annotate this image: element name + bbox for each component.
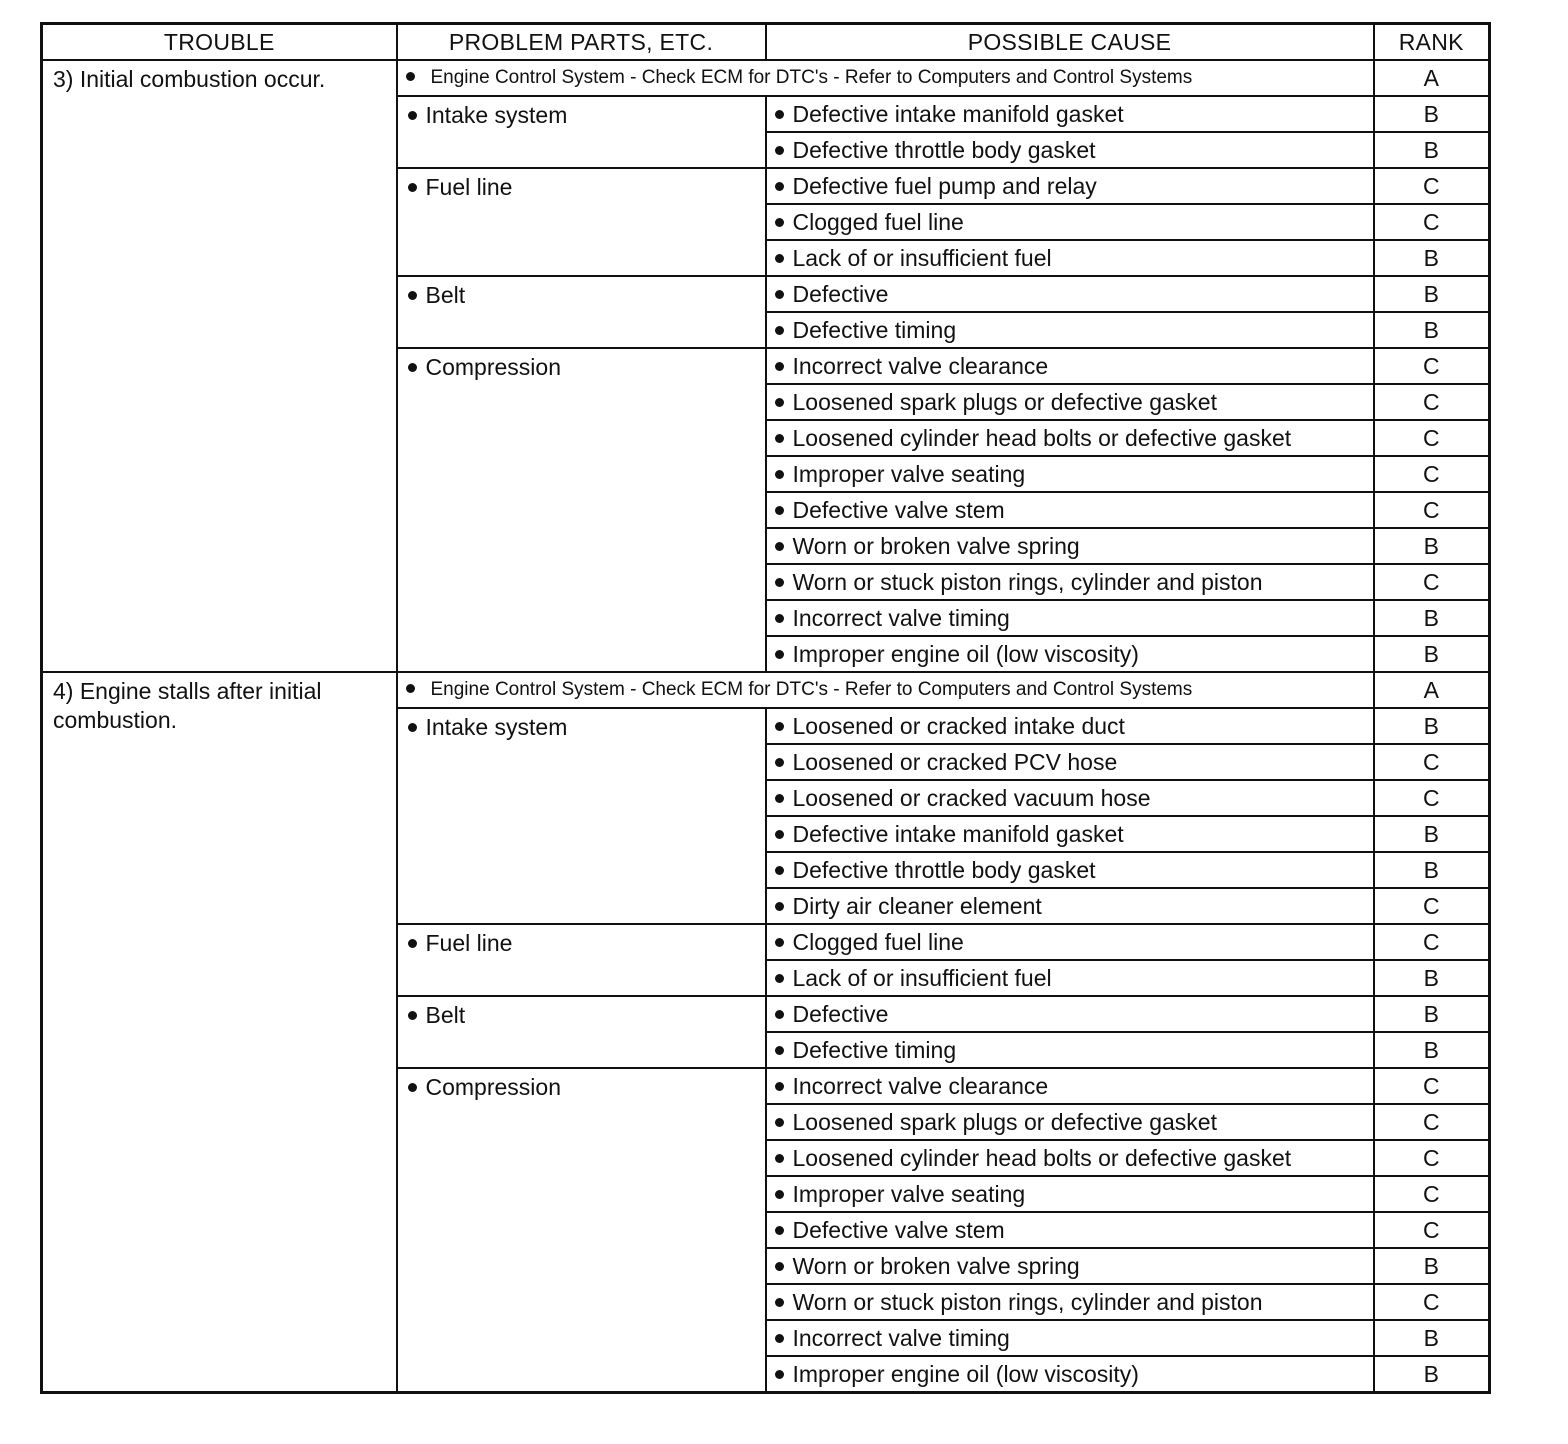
header-problem-parts: PROBLEM PARTS, ETC. <box>397 24 766 61</box>
bullet-icon <box>775 1226 784 1235</box>
possible-cause-cell <box>766 1104 1374 1140</box>
rank-cell: C <box>1374 744 1490 780</box>
possible-cause-text: Worn or broken valve spring <box>792 1252 1080 1279</box>
bullet-icon <box>775 1334 784 1343</box>
possible-cause-text: Loosened spark plugs or defective gasket <box>792 1108 1217 1135</box>
possible-cause-text: Defective valve stem <box>792 496 1005 523</box>
possible-cause-text: Incorrect valve clearance <box>792 352 1049 379</box>
rank-cell: C <box>1374 1284 1490 1320</box>
bullet-icon <box>408 291 417 300</box>
bullet-icon <box>775 110 784 119</box>
possible-cause-cell <box>766 312 1374 348</box>
rank-cell: B <box>1374 852 1490 888</box>
trouble-cell <box>42 672 397 1393</box>
problem-part-cell <box>397 708 766 924</box>
possible-cause-cell <box>766 600 1374 636</box>
possible-cause-cell <box>766 168 1374 204</box>
possible-cause-cell <box>766 888 1374 924</box>
possible-cause-text: Loosened or cracked intake duct <box>792 712 1125 739</box>
possible-cause-cell <box>766 1140 1374 1176</box>
problem-part-text: Fuel line <box>425 930 513 956</box>
bullet-icon <box>775 578 784 587</box>
bullet-icon <box>775 254 784 263</box>
problem-part-text: Intake system <box>425 714 568 740</box>
problem-part-text: Fuel line <box>425 174 513 200</box>
bullet-icon <box>775 326 784 335</box>
rank-cell: C <box>1374 168 1490 204</box>
possible-cause-text: Defective throttle body gasket <box>792 856 1096 883</box>
possible-cause-cell <box>766 852 1374 888</box>
ecm-check-text: Engine Control System - Check ECM for DTC's - Refer to Computers and Control Systems <box>430 679 1193 700</box>
rank-cell: B <box>1374 708 1490 744</box>
ecm-check-cell <box>397 60 1374 96</box>
bullet-icon <box>775 1298 784 1307</box>
rank-cell: C <box>1374 492 1490 528</box>
bullet-icon <box>775 794 784 803</box>
ecm-check-cell <box>397 672 1374 708</box>
possible-cause-text: Defective timing <box>792 1036 957 1063</box>
problem-part-text: Belt <box>425 282 466 308</box>
bullet-icon <box>408 111 417 120</box>
possible-cause-cell <box>766 1212 1374 1248</box>
rank-cell: B <box>1374 600 1490 636</box>
rank-cell: A <box>1374 672 1490 708</box>
possible-cause-text: Worn or stuck piston rings, cylinder and piston <box>792 1288 1263 1315</box>
possible-cause-cell <box>766 384 1374 420</box>
possible-cause-cell <box>766 780 1374 816</box>
problem-part-text: Compression <box>425 1074 561 1100</box>
possible-cause-text: Defective intake manifold gasket <box>792 820 1124 847</box>
bullet-icon <box>775 1154 784 1163</box>
possible-cause-text: Improper engine oil (low viscosity) <box>792 640 1139 667</box>
bullet-icon <box>775 398 784 407</box>
rank-cell: B <box>1374 1248 1490 1284</box>
possible-cause-text: Improper valve seating <box>792 460 1026 487</box>
possible-cause-cell <box>766 1068 1374 1104</box>
bullet-icon <box>775 1370 784 1379</box>
possible-cause-cell <box>766 1284 1374 1320</box>
ecm-check-text: Engine Control System - Check ECM for DTC's - Refer to Computers and Control Systems <box>430 67 1193 88</box>
bullet-icon <box>775 938 784 947</box>
problem-part-cell <box>397 96 766 168</box>
bullet-icon <box>775 974 784 983</box>
bullet-icon <box>408 1083 417 1092</box>
possible-cause-cell <box>766 816 1374 852</box>
possible-cause-cell <box>766 276 1374 312</box>
bullet-icon <box>775 1190 784 1199</box>
rank-cell: B <box>1374 132 1490 168</box>
rank-cell: B <box>1374 312 1490 348</box>
rank-cell: A <box>1374 60 1490 96</box>
bullet-icon <box>406 684 415 693</box>
bullet-icon <box>775 362 784 371</box>
bullet-icon <box>408 723 417 732</box>
table-row <box>42 672 1490 708</box>
possible-cause-text: Loosened or cracked vacuum hose <box>792 784 1151 811</box>
header-possible-cause: POSSIBLE CAUSE <box>766 24 1374 61</box>
problem-part-cell <box>397 996 766 1068</box>
possible-cause-text: Defective <box>792 1000 889 1027</box>
diagnostic-table-wrapper <box>40 22 1491 1394</box>
rank-cell: B <box>1374 1032 1490 1068</box>
bullet-icon <box>406 72 415 81</box>
trouble-text: 3) Initial combustion occur. <box>53 66 326 92</box>
bullet-icon <box>775 470 784 479</box>
bullet-icon <box>408 183 417 192</box>
possible-cause-text: Defective timing <box>792 316 957 343</box>
problem-part-cell <box>397 1068 766 1393</box>
rank-cell: B <box>1374 528 1490 564</box>
possible-cause-cell <box>766 960 1374 996</box>
possible-cause-cell <box>766 996 1374 1032</box>
problem-part-text: Intake system <box>425 102 568 128</box>
bullet-icon <box>408 363 417 372</box>
possible-cause-text: Incorrect valve clearance <box>792 1072 1049 1099</box>
bullet-icon <box>775 1046 784 1055</box>
rank-cell: B <box>1374 636 1490 672</box>
bullet-icon <box>775 614 784 623</box>
rank-cell: C <box>1374 888 1490 924</box>
possible-cause-text: Defective valve stem <box>792 1216 1005 1243</box>
possible-cause-cell <box>766 528 1374 564</box>
rank-cell: C <box>1374 348 1490 384</box>
possible-cause-cell <box>766 636 1374 672</box>
bullet-icon <box>775 182 784 191</box>
bullet-icon <box>775 218 784 227</box>
possible-cause-text: Loosened spark plugs or defective gasket <box>792 388 1217 415</box>
possible-cause-cell <box>766 924 1374 960</box>
possible-cause-text: Worn or stuck piston rings, cylinder and piston <box>792 568 1263 595</box>
header-trouble: TROUBLE <box>42 24 397 61</box>
possible-cause-text: Loosened or cracked PCV hose <box>792 748 1118 775</box>
possible-cause-cell <box>766 744 1374 780</box>
problem-part-cell <box>397 168 766 276</box>
rank-cell: B <box>1374 960 1490 996</box>
possible-cause-cell <box>766 1032 1374 1068</box>
rank-cell: C <box>1374 1176 1490 1212</box>
rank-cell: B <box>1374 240 1490 276</box>
rank-cell: B <box>1374 276 1490 312</box>
possible-cause-text: Improper engine oil (low viscosity) <box>792 1360 1139 1387</box>
possible-cause-cell <box>766 96 1374 132</box>
trouble-text: 4) Engine stalls after initial combustion. <box>53 678 322 733</box>
possible-cause-text: Clogged fuel line <box>792 208 964 235</box>
rank-cell: C <box>1374 456 1490 492</box>
possible-cause-cell <box>766 492 1374 528</box>
possible-cause-text: Lack of or insufficient fuel <box>792 964 1052 991</box>
rank-cell: B <box>1374 1356 1490 1393</box>
possible-cause-cell <box>766 420 1374 456</box>
possible-cause-text: Lack of or insufficient fuel <box>792 244 1052 271</box>
possible-cause-text: Loosened cylinder head bolts or defective gasket <box>792 424 1292 451</box>
troubleshooting-table <box>40 22 1491 1394</box>
bullet-icon <box>775 146 784 155</box>
trouble-cell <box>42 60 397 672</box>
possible-cause-text: Improper valve seating <box>792 1180 1026 1207</box>
rank-cell: C <box>1374 1140 1490 1176</box>
possible-cause-text: Incorrect valve timing <box>792 604 1010 631</box>
header-row <box>42 24 1490 61</box>
rank-cell: C <box>1374 780 1490 816</box>
bullet-icon <box>775 1118 784 1127</box>
possible-cause-cell <box>766 1320 1374 1356</box>
rank-cell: C <box>1374 1212 1490 1248</box>
possible-cause-cell <box>766 564 1374 600</box>
bullet-icon <box>775 866 784 875</box>
problem-part-cell <box>397 924 766 996</box>
problem-part-cell <box>397 348 766 672</box>
bullet-icon <box>775 722 784 731</box>
bullet-icon <box>775 1010 784 1019</box>
possible-cause-cell <box>766 348 1374 384</box>
possible-cause-text: Worn or broken valve spring <box>792 532 1080 559</box>
bullet-icon <box>775 1262 784 1271</box>
bullet-icon <box>775 830 784 839</box>
possible-cause-cell <box>766 708 1374 744</box>
rank-cell: B <box>1374 996 1490 1032</box>
rank-cell: C <box>1374 384 1490 420</box>
possible-cause-text: Loosened cylinder head bolts or defective gasket <box>792 1144 1292 1171</box>
problem-part-cell <box>397 276 766 348</box>
rank-cell: C <box>1374 420 1490 456</box>
rank-cell: C <box>1374 564 1490 600</box>
possible-cause-cell <box>766 456 1374 492</box>
table-row <box>42 60 1490 96</box>
bullet-icon <box>408 1011 417 1020</box>
possible-cause-text: Defective <box>792 280 889 307</box>
bullet-icon <box>775 506 784 515</box>
problem-part-text: Compression <box>425 354 561 380</box>
possible-cause-cell <box>766 1176 1374 1212</box>
rank-cell: B <box>1374 96 1490 132</box>
bullet-icon <box>775 1082 784 1091</box>
rank-cell: C <box>1374 204 1490 240</box>
rank-cell: C <box>1374 1068 1490 1104</box>
bullet-icon <box>775 542 784 551</box>
problem-part-text: Belt <box>425 1002 466 1028</box>
header-rank: RANK <box>1374 24 1490 61</box>
rank-cell: C <box>1374 1104 1490 1140</box>
possible-cause-cell <box>766 132 1374 168</box>
table-header <box>42 24 1490 61</box>
rank-cell: B <box>1374 1320 1490 1356</box>
possible-cause-cell <box>766 1356 1374 1393</box>
possible-cause-cell <box>766 240 1374 276</box>
possible-cause-cell <box>766 204 1374 240</box>
possible-cause-text: Dirty air cleaner element <box>792 892 1042 919</box>
bullet-icon <box>775 758 784 767</box>
rank-cell: C <box>1374 924 1490 960</box>
possible-cause-text: Defective throttle body gasket <box>792 136 1096 163</box>
possible-cause-text: Incorrect valve timing <box>792 1324 1010 1351</box>
possible-cause-text: Defective intake manifold gasket <box>792 100 1124 127</box>
bullet-icon <box>775 290 784 299</box>
possible-cause-cell <box>766 1248 1374 1284</box>
bullet-icon <box>775 434 784 443</box>
bullet-icon <box>408 939 417 948</box>
possible-cause-text: Clogged fuel line <box>792 928 964 955</box>
rank-cell: B <box>1374 816 1490 852</box>
table-body <box>42 60 1490 1393</box>
possible-cause-text: Defective fuel pump and relay <box>792 172 1097 199</box>
bullet-icon <box>775 902 784 911</box>
bullet-icon <box>775 650 784 659</box>
